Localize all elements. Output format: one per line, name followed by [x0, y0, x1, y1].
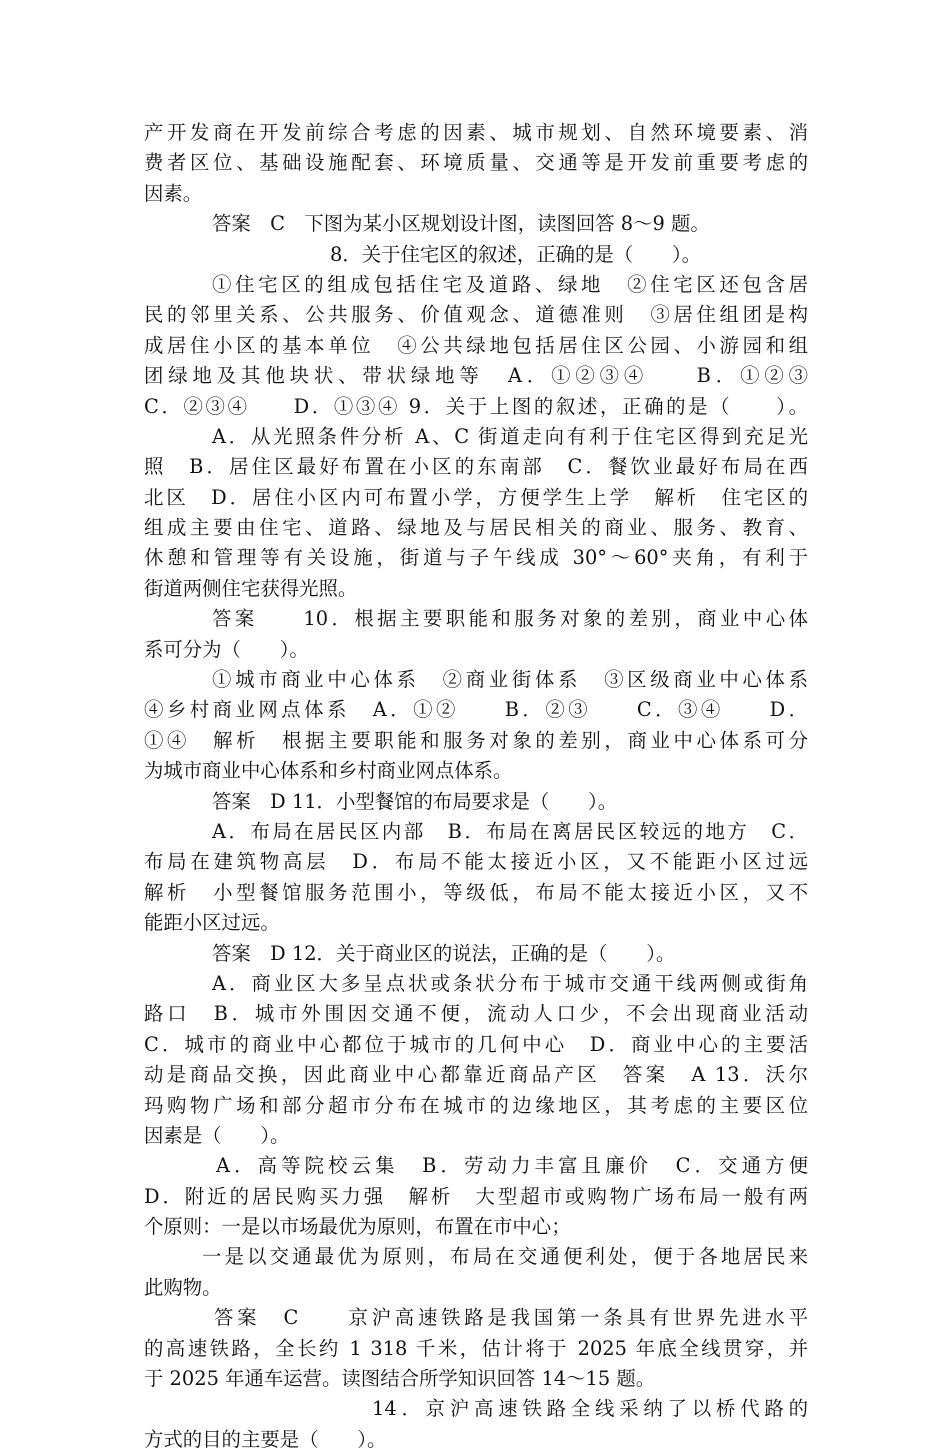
text-line: 为城市商业中心体系和乡村商业网点体系。 — [144, 759, 513, 783]
text-line: 答案 C 下图为某小区规划设计图，读图回答 8～9 题。 — [212, 212, 710, 236]
text-line: 休憩和管理等有关设施，街道与子午线成 30°～60°夹角，有利于 — [144, 546, 808, 570]
text-line: 答案 C 京沪高速铁路是我国第一条具有世界先进水平 — [214, 1306, 808, 1330]
text-line: 于 2025 年通车运营。读图结合所学知识回答 14～15 题。 — [144, 1367, 656, 1391]
text-line: 系可分为（ ）。 — [144, 637, 309, 661]
text-line: 8．关于住宅区的叙述，正确的是（ ）。 — [330, 242, 702, 266]
text-line: 照 B．居住区最好布置在小区的东南部 C．餐饮业最好布局在西 — [144, 455, 808, 479]
text-line: 产开发商在开发前综合考虑的因素、城市规划、自然环境要素、消 — [144, 121, 808, 144]
text-line: 玛购物广场和部分超市分布在城市的边缘地区，其考虑的主要区位 — [144, 1093, 808, 1117]
text-line: 个原则：一是以市场最优为原则，布置在市中心； — [144, 1215, 571, 1239]
text-line: 能距小区过远。 — [144, 911, 280, 935]
text-line: A．高等院校云集 B．劳动力丰富且廉价 C．交通方便 — [216, 1154, 808, 1178]
text-line: 团绿地及其他块状、带状绿地等 A．①②③④ B．①②③ — [144, 364, 808, 388]
text-line: 民的邻里关系、公共服务、价值观念、道德准则 ③居住组团是构 — [144, 303, 808, 327]
text-line: ①④ 解析 根据主要职能和服务对象的差别，商业中心体系可分 — [144, 728, 808, 752]
text-line: 动是商品交换，因此商业中心都靠近商品产区 答案 A 13．沃尔 — [144, 1063, 808, 1087]
text-line: 因素。 — [144, 181, 203, 205]
text-line: 答案 D 12．关于商业区的说法，正确的是（ ）。 — [212, 941, 676, 965]
text-line: ①城市商业中心体系 ②商业街体系 ③区级商业中心体系 — [212, 668, 808, 692]
text-line: 费者区位、基础设施配套、环境质量、交通等是开发前重要考虑的 — [144, 151, 808, 175]
text-line: A．商业区大多呈点状或条状分布于城市交通干线两侧或街角 — [212, 971, 808, 995]
text-line: A．布局在居民区内部 B．布局在离居民区较远的地方 C． — [212, 819, 808, 843]
text-line: ①住宅区的组成包括住宅及道路、绿地 ②住宅区还包含居 — [212, 272, 808, 296]
text-line: 街道两侧住宅获得光照。 — [144, 576, 358, 600]
text-line: 因素是（ ）。 — [144, 1123, 290, 1147]
text-line: 路口 B．城市外围因交通不便，流动人口少，不会出现商业活动 — [144, 1002, 808, 1026]
document-body — [144, 118, 808, 1455]
text-line: 14．京沪高速铁路全线采纳了以桥代路的 — [372, 1397, 808, 1421]
text-line: 一是以交通最优为原则，布局在交通便利处，便于各地居民来 — [202, 1245, 808, 1269]
text-line: 方式的目的主要是（ ）。 — [144, 1427, 387, 1451]
text-line: 布局在建筑物高层 D．布局不能太接近小区，又不能距小区过远 — [144, 850, 808, 874]
text-line: A．从光照条件分析 A、C 街道走向有利于住宅区得到充足光 — [212, 424, 808, 448]
text-line: 组成主要由住宅、道路、绿地及与居民相关的商业、服务、教育、 — [144, 516, 808, 540]
text-line: 答案 D 11．小型餐馆的布局要求是（ ）。 — [212, 789, 618, 813]
text-line: 解析 小型餐馆服务范围小，等级低，布局不能太接近小区，又不 — [144, 880, 808, 904]
text-line: ④乡村商业网点体系 A．①② B．②③ C．③④ D． — [144, 698, 808, 722]
text-line: C．②③④ D．①③④ 9．关于上图的叙述，正确的是（ ）。 — [144, 394, 808, 418]
text-line: 的高速铁路，全长约 1 318 千米，估计将于 2025 年底全线贯穿，并 — [144, 1336, 808, 1360]
text-line: D．附近的居民购买力强 解析 大型超市或购物广场布局一般有两 — [144, 1184, 808, 1208]
text-line: 成居住小区的基本单位 ④公共绿地包括居住区公园、小游园和组 — [144, 333, 808, 357]
text-line: 北区 D．居住小区内可布置小学，方便学生上学 解析 住宅区的 — [144, 485, 808, 509]
text-line: 此购物。 — [144, 1275, 222, 1299]
text-line: 答案 10．根据主要职能和服务对象的差别，商业中心体 — [212, 607, 808, 631]
text-line: C．城市的商业中心都位于城市的几何中心 D．商业中心的主要活 — [144, 1032, 808, 1056]
